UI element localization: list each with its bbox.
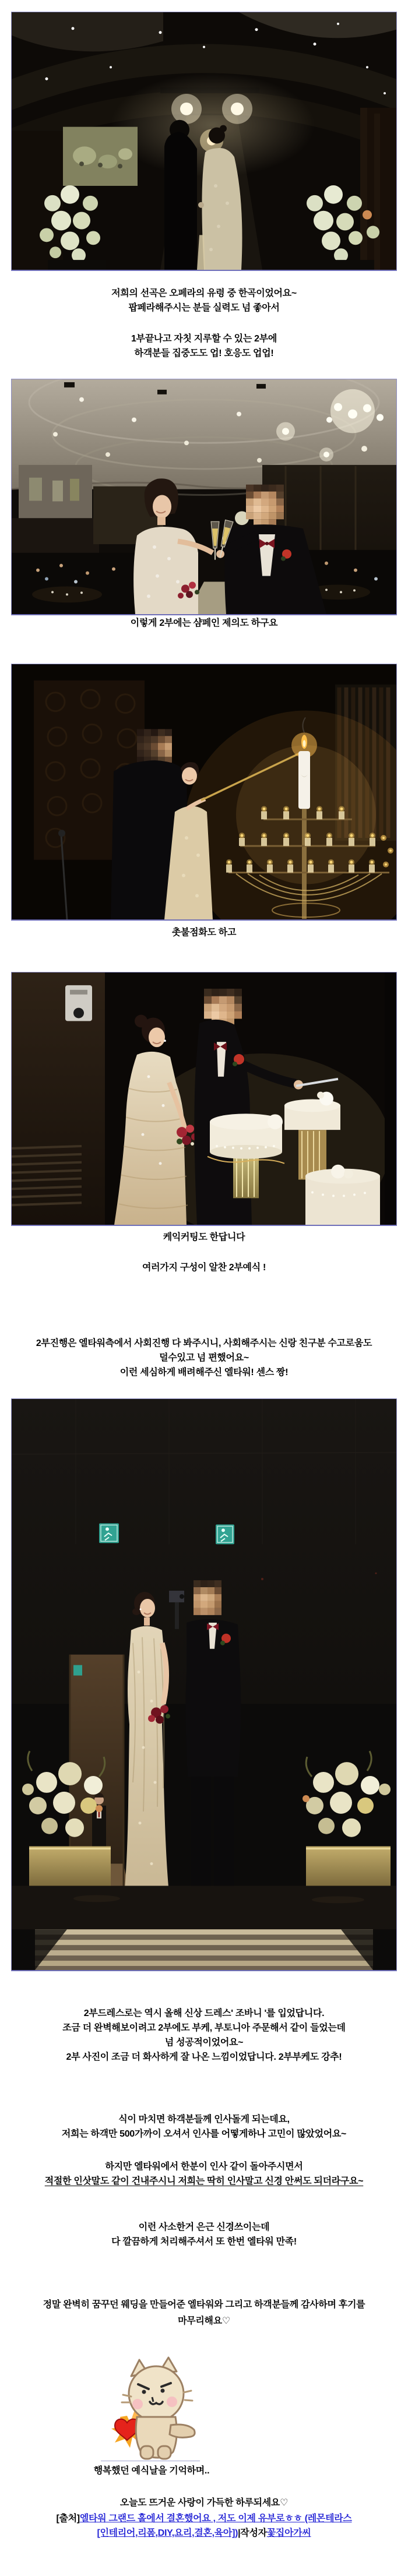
paragraph-staff-help	[0, 2159, 408, 2189]
paragraph-line: 다 깔끔하게 처리해주셔서 또 한번 엘타워 만족!	[111, 2237, 297, 2247]
source-author-label: |작성자	[238, 2528, 267, 2538]
photo-champagne-art	[12, 379, 396, 614]
paragraph-line: 2부진행은 엘타워측에서 사회진행 다 봐주시니, 사회해주시는 신랑 친구분 수고로움도	[36, 1338, 372, 1348]
paragraph-line: 이런 세심하게 배려해주신 엘타워! 센스 짱!	[119, 1368, 289, 1377]
groom-silhouette	[164, 120, 197, 270]
photo-entrance-art	[12, 1399, 396, 1970]
paragraph-thanks	[0, 2297, 408, 2330]
caption-champagne: 이렇게 2부에는 샴페인 제의도 하구요	[130, 618, 278, 628]
source-attribution	[0, 2511, 408, 2540]
photo-cake-art	[12, 972, 396, 1225]
blog-post-page	[0, 12, 408, 2576]
caption-candle: 촛불점화도 하고	[171, 928, 237, 938]
paragraph-line: 2부드레스로는 역시 올해 신상 드레스' 조바니 '를 입었답니다.	[83, 2008, 325, 2018]
photo-ceremony-hall-art	[12, 12, 396, 270]
exit-sign-icon	[216, 1524, 234, 1544]
photo-candle-art	[12, 664, 396, 919]
paragraph-dress	[0, 2006, 408, 2064]
paragraph-line: 덜수있고 넘 편했어요~	[159, 1353, 249, 1363]
source-prefix: [출처]	[56, 2514, 80, 2524]
paragraph-line-underlined: 적절한 인삿말도 같이 건내주시니 저희는 딱히 인사말고 신경 안써도 되더라구요~	[44, 2176, 364, 2186]
caption-cake-2: 여러가지 구성이 알찬 2부예식 !	[142, 1263, 266, 1273]
paragraph-greeting	[0, 2112, 408, 2141]
paragraph-line: 이런 사소한거 은근 신경쓰이는데	[138, 2222, 270, 2232]
wall-camera	[65, 985, 92, 1021]
photo-champagne-toast	[11, 379, 397, 615]
source-category-link[interactable]: [인테리어,리폼,DIY,요리,결혼,육아])	[97, 2528, 238, 2538]
projection-screen	[63, 127, 138, 186]
paragraph-line: 조금 더 완벽해보이려고 2부에도 부케, 부토니아 주문해서 같이 들었는데	[62, 2023, 346, 2033]
source-post-link[interactable]: 엘타워 그랜드 홀에서 결혼했어요 , 저도 이제 유부로ㅎㅎ (레몬테라스	[79, 2514, 352, 2524]
closing-line: 오늘도 뜨거운 사랑이 가득한 하루되세요♡	[119, 2498, 289, 2508]
bottom-spacer	[0, 2540, 408, 2564]
cat-heart-sticker-art	[101, 2348, 200, 2461]
photo-couple-entrance	[11, 1398, 397, 1971]
exit-sign-icon	[99, 1523, 119, 1543]
paragraph-part2-intro	[0, 332, 408, 361]
paragraph-line: 2부 사진이 조금 더 화사하게 잘 나온 느낌이었답니다. 2부부케도 강추!	[66, 2052, 342, 2062]
projection-screen	[19, 465, 92, 518]
paragraph-line: 마무리해요♡	[178, 2316, 230, 2326]
paragraph-opera	[0, 286, 408, 315]
paragraph-line: 1부끝나고 자칫 지루할 수 있는 2부에	[131, 334, 277, 344]
paragraph-line: 팝페라해주시는 분들 실력도 넘 좋아서	[128, 303, 280, 313]
photo-ceremony-hall	[11, 12, 397, 271]
cat-heart-sticker	[101, 2348, 200, 2461]
paragraph-line: 식이 마치면 하객분들께 인사돌게 되는데요,	[118, 2115, 290, 2124]
paragraph-line: 저희는 하객만 500가까이 오셔서 인사를 어떻게하나 고민이 많았었어요~	[61, 2129, 347, 2139]
photo-candle-lighting	[11, 664, 397, 921]
caption-cake-1: 케익커팅도 한답니다	[163, 1232, 245, 1242]
striped-walkway	[35, 1929, 373, 1970]
source-line-2	[0, 2526, 408, 2540]
paragraph-line: 정말 완벽히 꿈꾸던 웨딩을 만들어준 엘타워와 그리고 하객분들께 감사하며 후기를	[43, 2300, 365, 2310]
sticker-caption: 행복했던 예식날을 기억하며..	[93, 2466, 210, 2476]
paragraph-line: 넘 성공적이었어요~	[164, 2038, 244, 2048]
source-author-link[interactable]: 꽃집아가씨	[266, 2528, 311, 2538]
photo-cake-cutting	[11, 972, 397, 1226]
paragraph-line: 하객분들 집중도도 업! 호응도 업업!	[134, 348, 274, 358]
paragraph-line: 저희의 선곡은 오페라의 유령 중 한곡이었어요~	[111, 288, 297, 298]
paragraph-satisfaction	[0, 2220, 408, 2249]
paragraph-line: 하지만 엘타워에서 한분이 인사 같이 돌아주시면서	[105, 2162, 303, 2172]
source-line-1	[0, 2511, 408, 2526]
paragraph-mc	[0, 1336, 408, 1380]
